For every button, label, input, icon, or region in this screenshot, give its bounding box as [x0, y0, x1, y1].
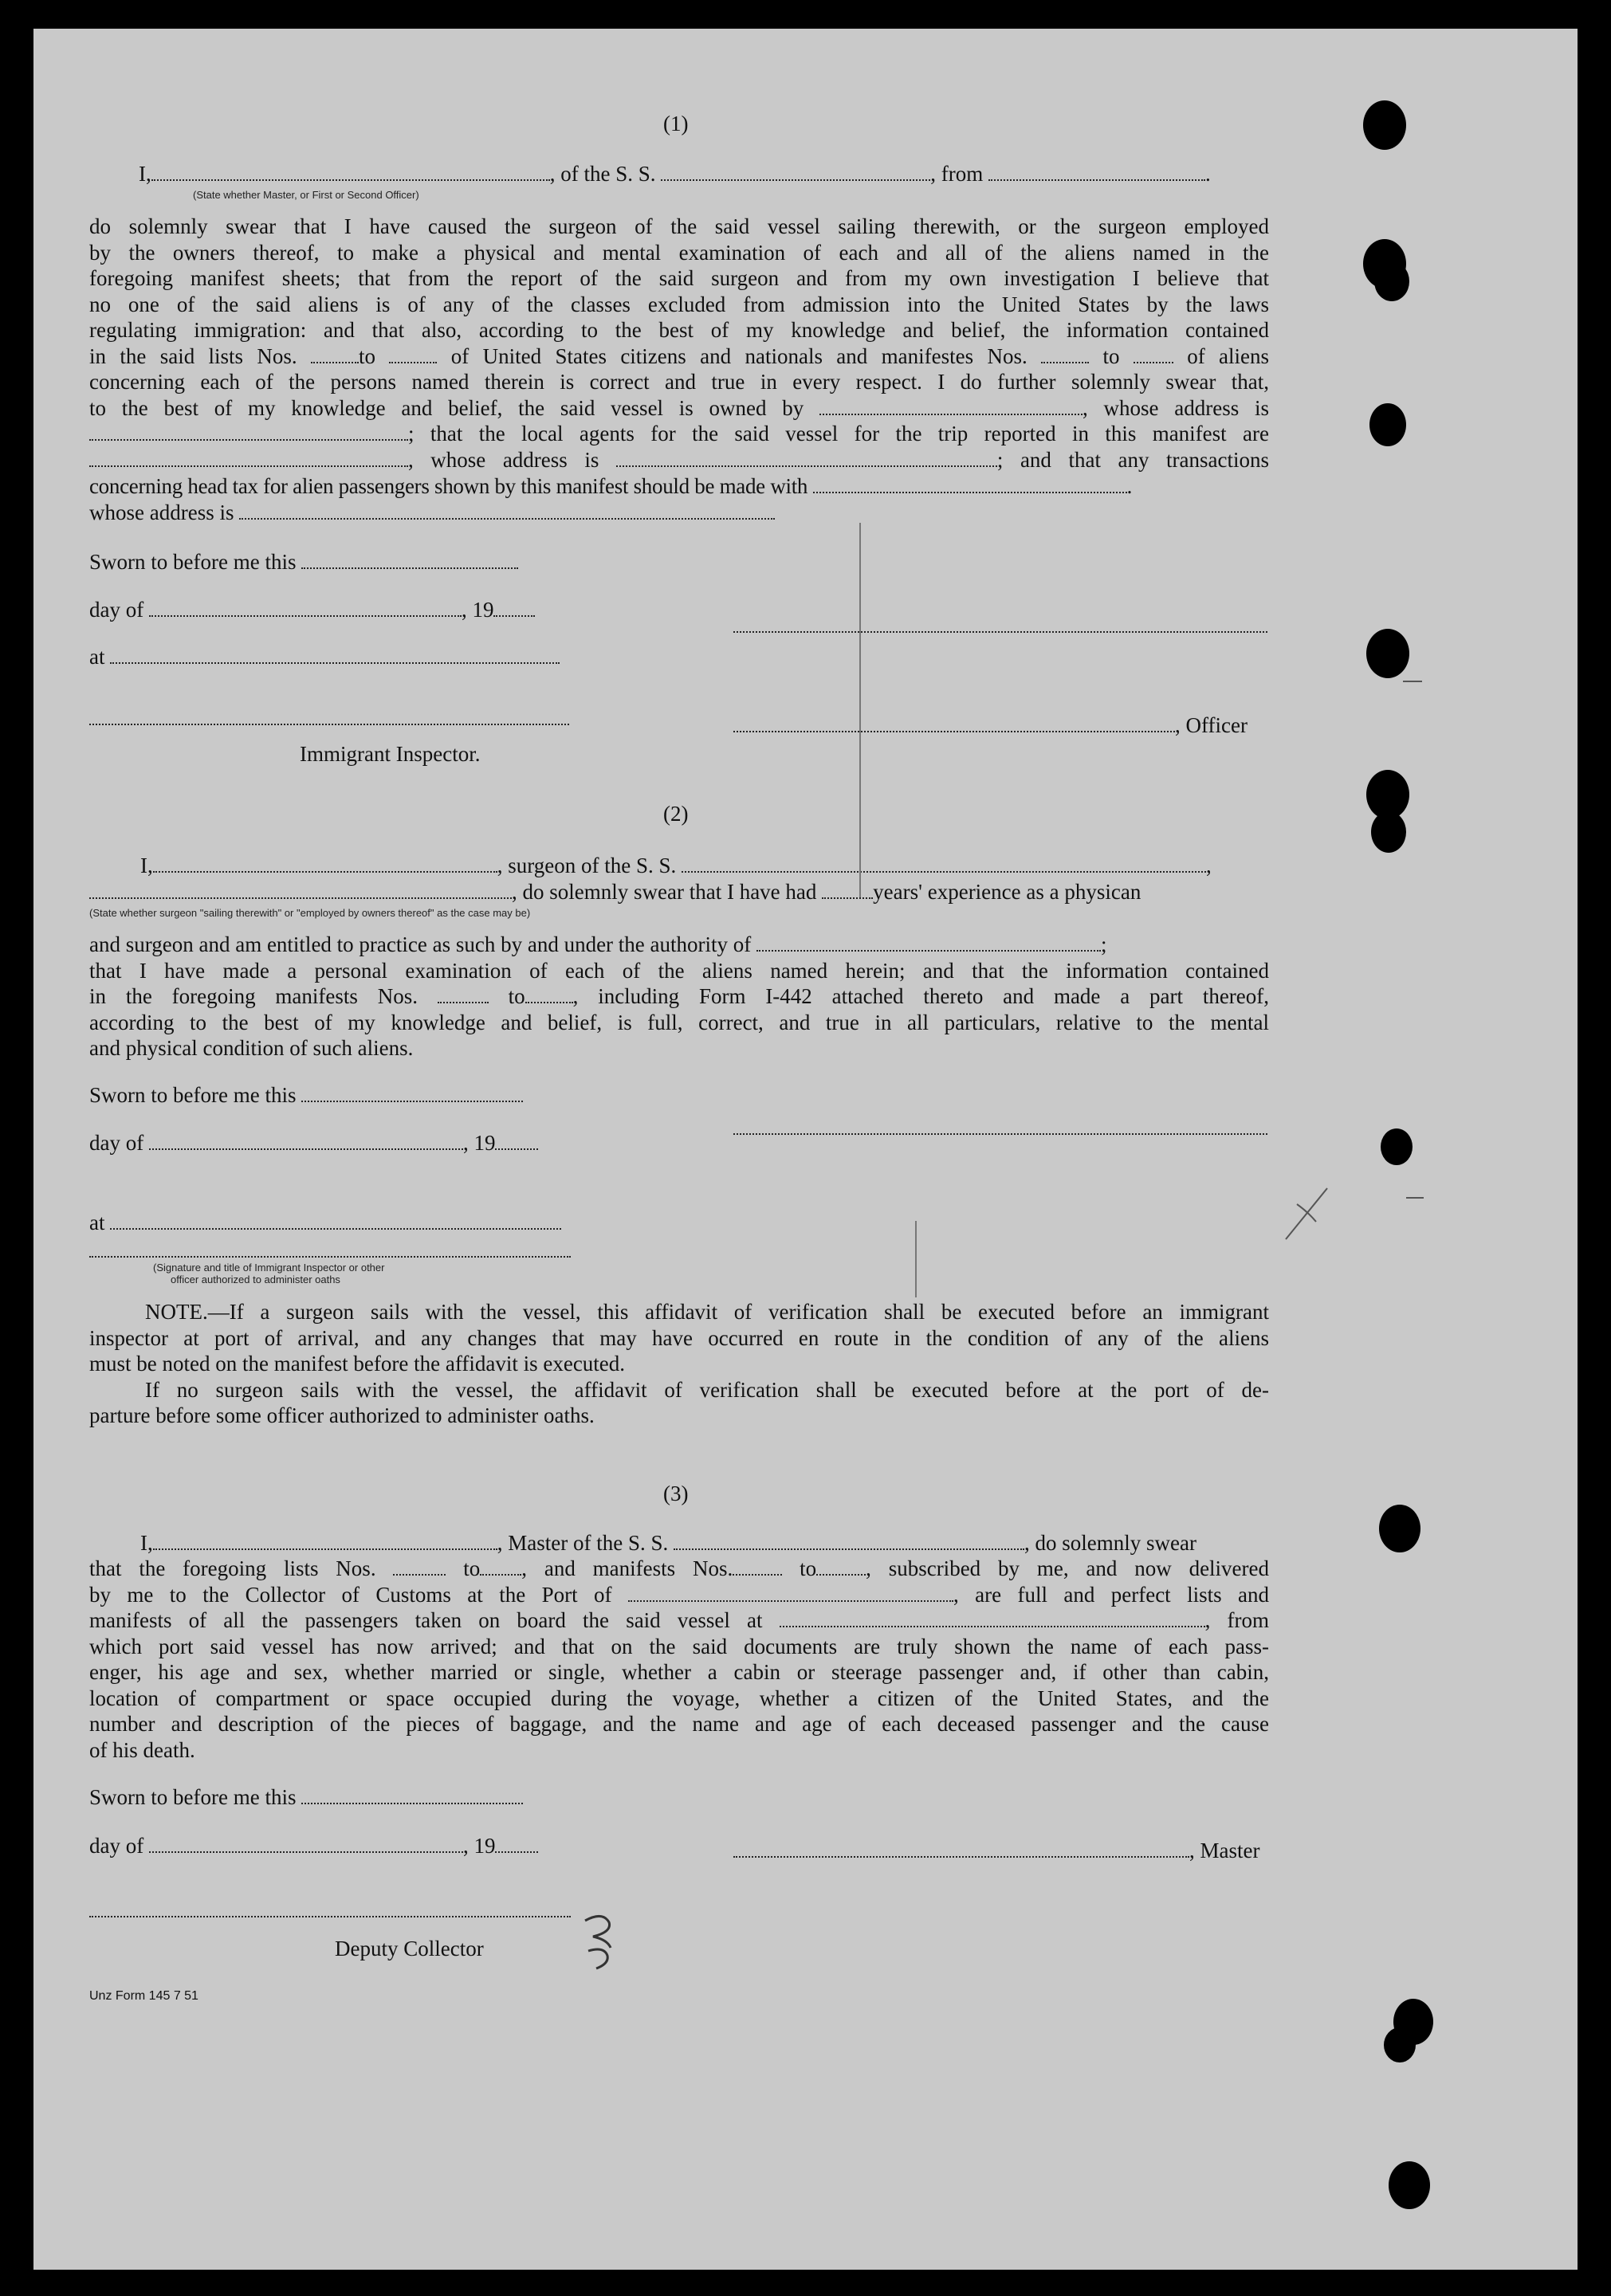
local-agents-label: ; that the local agents for the said vessel for the trip reported in this manifest are [408, 422, 1269, 445]
section-2-swear-line [89, 879, 1141, 905]
section-3-line-3 [89, 1582, 1269, 1608]
to-label: to [800, 1556, 817, 1580]
port-field[interactable] [628, 1584, 953, 1602]
section-3-sworn-line [89, 1784, 523, 1810]
of-aliens-label: of aliens [1187, 344, 1270, 368]
head-tax-label: concerning head tax for alien passengers shown by this manifest should be made with [89, 474, 808, 498]
note-line-2: inspector at port of arrival, and any changes that may have occurred en route in the condition of any of the aliens [89, 1326, 1269, 1350]
lists-nos-label: that the foregoing lists Nos. [89, 1556, 376, 1580]
owner-address-field[interactable] [89, 423, 408, 441]
of-ss-label: , of the S. S. [549, 162, 656, 186]
surgeon-status-field[interactable] [89, 881, 512, 899]
swear-label: , do solemnly swear that I have had [512, 880, 817, 904]
sworn-date-field[interactable] [301, 1787, 523, 1804]
at-label: at [89, 645, 105, 669]
boarding-port-field[interactable] [780, 1610, 1205, 1627]
punch-hole [1389, 2161, 1430, 2209]
master-of-label: , Master of the S. S. [497, 1531, 669, 1555]
day-of-label: day of [89, 1834, 144, 1858]
section-3-header-line [140, 1530, 1196, 1556]
section-3-line-7: location of compartment or space occupied during the voyage, whether a citizen of the United States, and the [89, 1686, 1269, 1710]
place-field[interactable] [110, 1212, 561, 1230]
section-1-line-12 [89, 500, 775, 525]
surgeon-of-label: , surgeon of the S. S. [497, 854, 677, 877]
manifest-from-field[interactable] [438, 986, 489, 1003]
citizens-label: of United States citizens and nationals and manifestes Nos. [450, 344, 1028, 368]
head-tax-address-field[interactable] [239, 502, 775, 520]
section-2-line-4: according to the best of my knowledge and belief, is full, correct, and true in all particulars, relative to the mental [89, 1011, 1269, 1034]
pencil-mark [1281, 1180, 1337, 1244]
officer-signature-line [733, 712, 1248, 738]
comma: , [1206, 854, 1212, 877]
pencil-stroke [915, 1221, 917, 1297]
address-label: , whose address is [1083, 396, 1269, 420]
agent-field[interactable] [89, 449, 408, 467]
semicolon: ; [1101, 932, 1107, 956]
section-1-line-7: concerning each of the persons named therein is correct and true in every respect. I do further solemnly swear that, [89, 370, 1269, 394]
year-label: , 19 [461, 598, 494, 622]
sworn-label: Sworn to before me this [89, 550, 297, 574]
section-3-line-8: number and description of the pieces of baggage, and the name and age of each deceased passenger and the cause [89, 1712, 1269, 1736]
manifest-to-field[interactable] [1134, 346, 1173, 363]
manifest-to-field[interactable] [816, 1558, 866, 1576]
to-label: to [359, 344, 376, 368]
head-tax-field[interactable] [813, 476, 1127, 493]
signature-note-2: officer authorized to administer oaths [171, 1274, 340, 1285]
swear-label: , do solemnly swear [1024, 1531, 1196, 1555]
pencil-stroke [1406, 1197, 1424, 1199]
place-field[interactable] [110, 646, 560, 664]
punch-hole [1363, 100, 1406, 150]
section-2-day-line [89, 1130, 538, 1156]
day-of-label: day of [89, 598, 144, 622]
subscribed-label: , subscribed by me, and now delivered [866, 1556, 1270, 1580]
section-1-sworn-line [89, 549, 518, 575]
owner-field[interactable] [819, 398, 1083, 415]
period: . [1205, 162, 1211, 186]
surgeon-vessel-field[interactable] [682, 855, 1206, 873]
punch-hole [1374, 261, 1409, 301]
section-1-line-3: foregoing manifest sheets; that from the report of the said surgeon and from my own investigation I believe that [89, 266, 1269, 290]
section-1-day-line [89, 597, 535, 622]
inspector-signature-line[interactable] [89, 1254, 571, 1258]
deputy-signature-line[interactable] [89, 1914, 571, 1917]
section-1-header-line [139, 161, 1211, 186]
list-from-field[interactable] [393, 1558, 446, 1576]
section-1-line-6 [89, 343, 1269, 370]
master-signature-line [733, 1838, 1259, 1863]
years-label: years' experience as a physican [873, 880, 1141, 904]
punch-hole [1371, 811, 1406, 853]
from-label: , from [930, 162, 984, 186]
vessel-name-field[interactable] [661, 163, 930, 181]
section-2-number: (2) [663, 802, 689, 826]
sworn-date-field[interactable] [301, 1085, 523, 1102]
surgeon-signature-line[interactable] [733, 1132, 1267, 1135]
section-3-line-2 [89, 1556, 1269, 1582]
lists-label: , are full and perfect lists and [953, 1583, 1270, 1607]
punch-hole [1366, 629, 1409, 678]
section-2-line-1 [89, 932, 1107, 957]
port-label: by me to the Collector of Customs at the Port of [89, 1583, 612, 1607]
section-1-line-2: by the owners thereof, to make a physical and mental examination of each and all of the aliens named in the [89, 241, 1269, 265]
section-2-at-line [89, 1210, 561, 1235]
section-3-line-5: which port said vessel has now arrived; and that on the said documents are truly shown the name of each pass- [89, 1635, 1269, 1658]
month-field[interactable] [149, 1132, 463, 1150]
section-3-line-6: enger, his age and sex, whether married or single, whether a cabin or steerage passenger and, if other than cabin, [89, 1660, 1269, 1684]
handwritten-mark [576, 1908, 631, 1972]
whose-address-label: whose address is [89, 500, 234, 524]
officer-label: , Officer [1175, 713, 1248, 737]
officer-note: (State whether Master, or First or Second Officer) [193, 189, 419, 201]
inspector-signature-line[interactable] [89, 722, 569, 725]
year-field[interactable] [495, 1132, 538, 1150]
i-label: I, [140, 854, 153, 877]
year-field[interactable] [493, 599, 535, 617]
section-1-line-9 [89, 421, 1269, 447]
lists-nos-label: in the said lists Nos. [89, 344, 297, 368]
section-3-day-line [89, 1833, 538, 1858]
note-2-line-1: If no surgeon sails with the vessel, the affidavit of verification shall be executed before at the port of de- [145, 1378, 1269, 1402]
form-id: Unz Form 145 7 51 [89, 1989, 198, 2003]
surgeon-status-note: (State whether surgeon "sailing therewith" or "employed by owners thereof" as the case may be) [89, 907, 531, 919]
period: . [1126, 474, 1133, 498]
authority-field[interactable] [756, 934, 1101, 952]
section-1-line-1: do solemnly swear that I have caused the surgeon of the said vessel sailing therewith, or the surgeon employed [89, 214, 1269, 238]
officer-name-field[interactable] [151, 163, 550, 181]
punch-hole [1381, 1128, 1413, 1165]
deputy-collector-title: Deputy Collector [335, 1937, 484, 1960]
from-port-field[interactable] [988, 163, 1205, 181]
owned-by-label: to the best of my knowledge and belief, the said vessel is owned by [89, 396, 804, 420]
section-1-line-8 [89, 395, 1269, 422]
master-vessel-field[interactable] [674, 1533, 1024, 1550]
section-1-line-10 [89, 447, 1269, 473]
punch-hole [1384, 2027, 1416, 2062]
passengers-label: manifests of all the passengers taken on board the said vessel at [89, 1608, 763, 1632]
transactions-label: ; and that any transactions [996, 448, 1269, 472]
sworn-date-field[interactable] [301, 551, 518, 569]
note-line-1: NOTE.—If a surgeon sails with the vessel, this affidavit of verification shall be executed before an immigrant [145, 1300, 1269, 1324]
year-label: , 19 [462, 1131, 496, 1155]
i-label: I, [139, 162, 151, 186]
section-2-sworn-line [89, 1082, 523, 1108]
authority-label: and surgeon and am entitled to practice as such by and under the authority of [89, 932, 752, 956]
section-3-line-9: of his death. [89, 1738, 195, 1762]
from-label: , from [1204, 1608, 1269, 1632]
sworn-label: Sworn to before me this [89, 1083, 297, 1107]
list-from-field[interactable] [311, 346, 359, 363]
manifests-nos-label: , and manifests Nos. [521, 1556, 733, 1580]
section-1-line-5: regulating immigration: and that also, according to the best of my knowledge and belief, the information contained [89, 318, 1269, 342]
form-i442-label: , including Form I-442 attached thereto and made a part thereof, [572, 984, 1270, 1008]
agent-address-label: , whose address is [408, 448, 599, 472]
section-3-line-4 [89, 1607, 1269, 1634]
section-1-number: (1) [663, 112, 689, 135]
surgeon-name-field[interactable] [153, 855, 497, 873]
officer-signature-field[interactable] [733, 715, 1175, 732]
list-to-field[interactable] [389, 346, 437, 363]
manifest-to-field[interactable] [525, 986, 573, 1003]
signature-note-1: (Signature and title of Immigrant Inspector or other [153, 1262, 385, 1274]
master-name-field[interactable] [153, 1533, 497, 1550]
manifest-from-field[interactable] [733, 1558, 782, 1576]
section-1-line-4: no one of the said aliens is of any of the classes excluded from admission into the United States by the laws [89, 292, 1269, 316]
sworn-label: Sworn to before me this [89, 1785, 297, 1809]
section-1-line-11 [89, 473, 1132, 499]
section-2-line-5: and physical condition of such aliens. [89, 1036, 414, 1060]
to-label: to [1102, 344, 1120, 368]
section-2-line-2: that I have made a personal examination of each of the aliens named herein; and that the information contained [89, 959, 1269, 983]
note-2-line-2: parture before some officer authorized to administer oaths. [89, 1403, 595, 1427]
section-2-line-3 [89, 983, 1269, 1010]
years-field[interactable] [822, 881, 873, 899]
note-line-3: must be noted on the manifest before the affidavit is executed. [89, 1352, 626, 1376]
punch-hole [1369, 403, 1406, 446]
i-label: I, [140, 1531, 153, 1555]
section-2-header-line [140, 853, 1212, 878]
year-label: , 19 [462, 1834, 496, 1858]
list-to-field[interactable] [480, 1558, 521, 1576]
pencil-stroke [859, 523, 861, 897]
manifests-nos-label: in the foregoing manifests Nos. [89, 984, 418, 1008]
officer-signature-line-upper[interactable] [733, 630, 1267, 633]
pencil-stroke [1403, 681, 1422, 682]
section-1-at-line [89, 644, 560, 669]
manifest-from-field[interactable] [1041, 346, 1089, 363]
month-field[interactable] [149, 599, 462, 617]
punch-hole [1379, 1505, 1420, 1552]
at-label: at [89, 1211, 105, 1234]
master-signature-field[interactable] [733, 1840, 1189, 1858]
document-page [33, 29, 1578, 2270]
to-label: to [463, 1556, 481, 1580]
agent-address-field[interactable] [616, 449, 997, 467]
to-label: to [508, 984, 525, 1008]
month-field[interactable] [149, 1835, 463, 1853]
master-label: , Master [1189, 1839, 1260, 1862]
inspector-title: Immigrant Inspector. [300, 742, 481, 766]
year-field[interactable] [495, 1835, 538, 1853]
section-3-number: (3) [663, 1482, 689, 1505]
day-of-label: day of [89, 1131, 144, 1155]
